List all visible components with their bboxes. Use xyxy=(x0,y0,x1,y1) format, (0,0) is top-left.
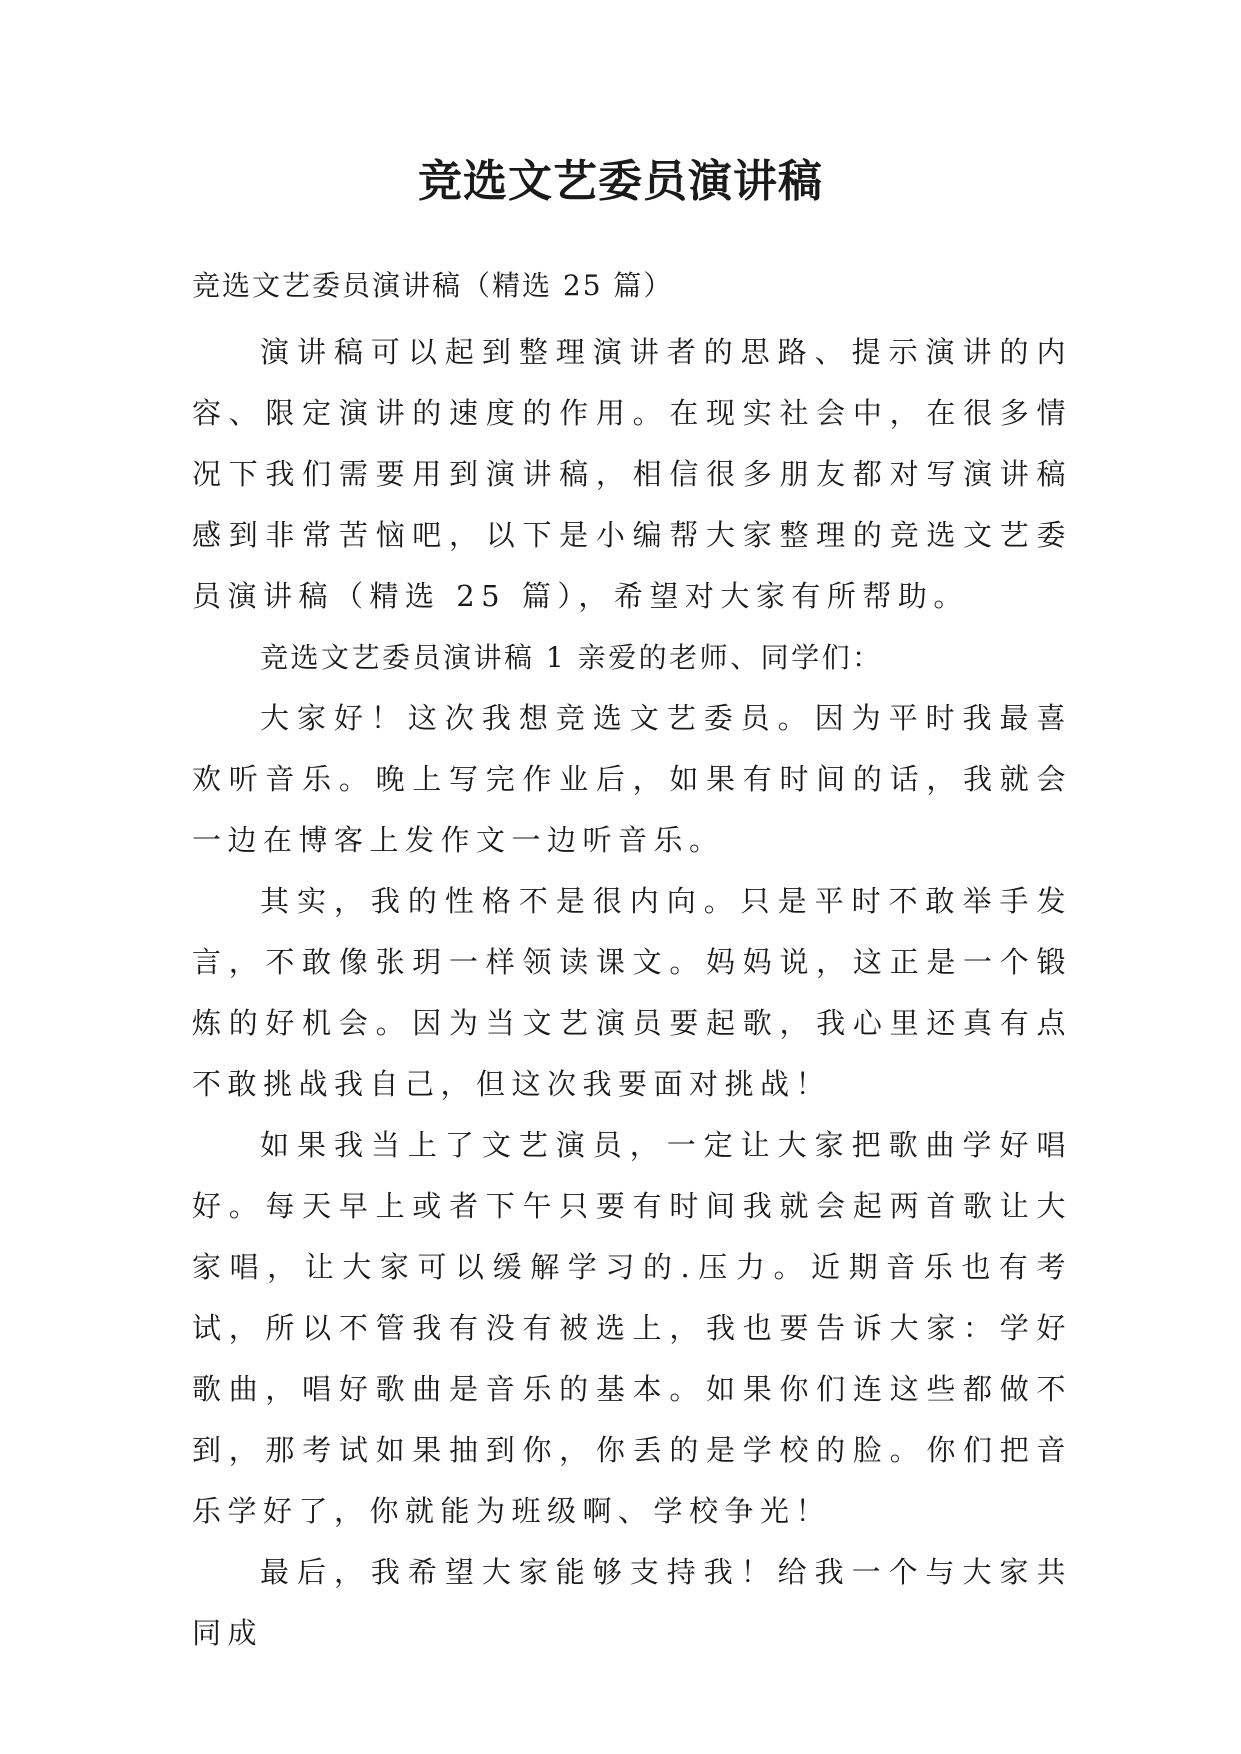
paragraph-body: 如果我当上了文艺演员，一定让大家把歌曲学好唱好。每天早上或者下午只要有时间我就会起两首歌让大家唱，让大家可以缓解学习的.压力。近期音乐也有考试，所以不管我有没有被选上，我也要告诉大家：学好歌曲，唱好歌曲是音乐的基本。如果你们连这些都做不到，那考试如果抽到你，你丢的是学校的脸。你们把音乐学好了，你就能为班级啊、学校争光！ xyxy=(192,1128,1072,1528)
paragraph-body: 其实，我的性格不是很内向。只是平时不敢举手发言，不敢像张玥一样领读课文。妈妈说，这正是一个锻炼的好机会。因为当文艺演员要起歌，我心里还真有点不敢挑战我自己，但这次我要面对挑战！ xyxy=(192,884,1072,1101)
paragraph-body: 大家好！这次我想竞选文艺委员。因为平时我最喜欢听音乐。晚上写完作业后，如果有时间的话，我就会一边在博客上发作文一边听音乐。 xyxy=(192,701,1072,857)
document-body xyxy=(192,263,1072,1664)
paragraph-greeting: 竞选文艺委员演讲稿 1 亲爱的老师、同学们： xyxy=(260,641,883,674)
document-subtitle: 竞选文艺委员演讲稿（精选 25 篇） xyxy=(192,269,674,302)
paragraph-intro: 演讲稿可以起到整理演讲者的思路、提示演讲的内容、限定演讲的速度的作用。在现实社会中，在很多情况下我们需要用到演讲稿，相信很多朋友都对写演讲稿感到非常苦恼吧，以下是小编帮大家整理的竞选文艺委员演讲稿（精选 25 篇），希望对大家有所帮助。 xyxy=(192,335,1072,613)
document-title: 竞选文艺委员演讲稿 xyxy=(418,156,823,207)
paragraph-body: 最后，我希望大家能够支持我！给我一个与大家共同成 xyxy=(192,1555,1072,1650)
